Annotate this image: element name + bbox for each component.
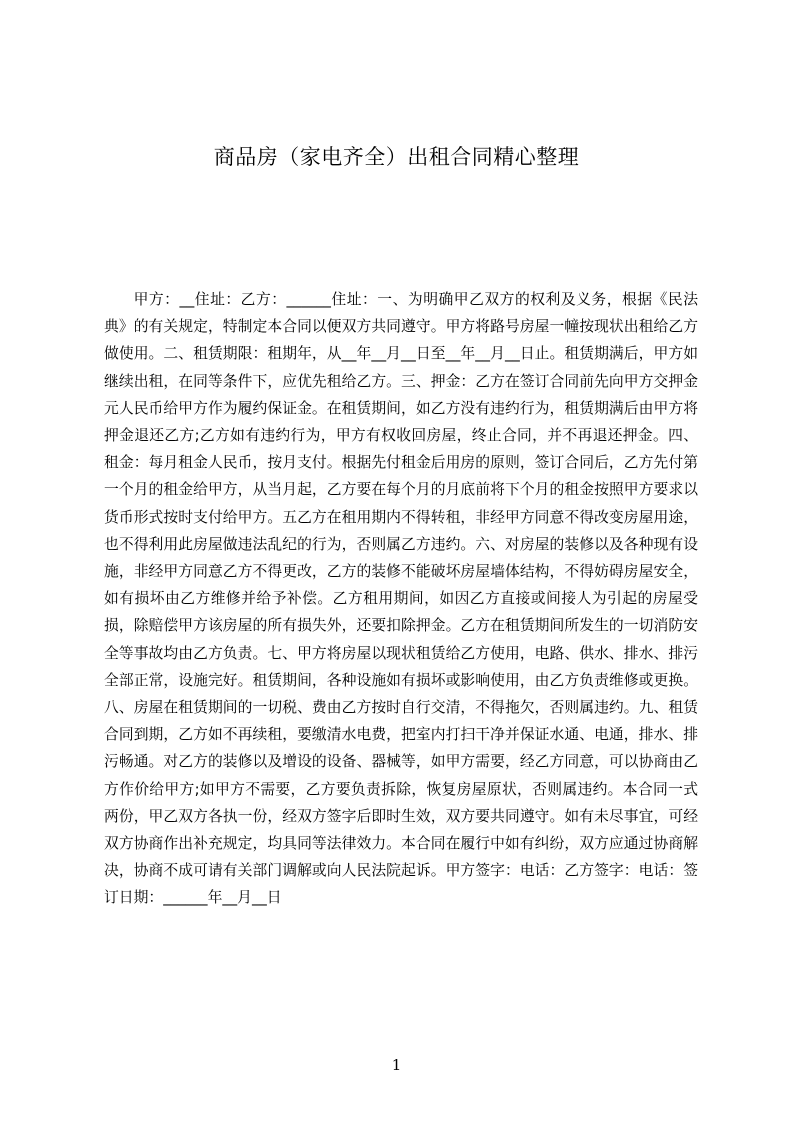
contract-body-text: 甲方：__住址：乙方：______住址：一、为明确甲乙双方的权利及义务，根据《民法典》的有关规定，特制定本合同以便双方共同遵守。甲方将路号房屋一幢按现状出租给乙方做使用。二、租赁期限：租期年，从__年__月__日至__年__月__日止。租赁期满后，甲方如继续出租，在同等条件下，应优先租给乙方。三、押金：乙方在签订合同前先向甲方交押金元人民币给甲方作为履约保证金。在租赁期间，如乙方没有违约行为，租赁期满后由甲方将押金退还乙方;乙方如有违约行为，甲方有权收回房屋，终止合同，并不再退还押金。四、租金：每月租金人民币，按月支付。根据先付租金后用房的原则，签订合同后，乙方先付第一个月的租金给甲方，从当月起，乙方要在每个月的月底前将下个月的租金按照甲方要求以货币形式按时支付给甲方。五乙方在租用期内不得转租，非经甲方同意不得改变房屋用途，也不得利用此房屋做违法乱纪的行为，否则属乙方违约。六、对房屋的装修以及各种现有设施，非经甲方同意乙方不得更改，乙方的装修不能破坏房屋墙体结构，不得妨碍房屋安全，如有损坏由乙方维修并给予补偿。乙方租用期间，如因乙方直接或间接人为引起的房屋受损，除赔偿甲方该房屋的所有损失外，还要扣除押金。乙方在租赁期间所发生的一切消防安全等事故均由乙方负责。七、甲方将房屋以现状租赁给乙方使用，电路、供水、排水、排污全部正常，设施完好。租赁期间，各种设施如有损坏或影响使用，由乙方负责维修或更换。八、房屋在租赁期间的一切税、费由乙方按时自行交清，不得拖欠，否则属违约。九、租赁合同到期，乙方如不再续租，要缴清水电费，把室内打扫干净并保证水通、电通，排水、排污畅通。对乙方的装修以及增设的设备、器械等，如甲方需要，经乙方同意，可以协商由乙方作价给甲方;如甲方不需要，乙方要负责拆除，恢复房屋原状，否则属违约。本合同一式两份，甲乙双方各执一份，经双方签字后即时生效，双方要共同遵守。如有未尽事宜，可经双方协商作出补充规定，均具同等法律效力。本合同在履行中如有纠纷，双方应通过协商解决，协商不成可请有关部门调解或向人民法院起诉。甲方签字：电话：乙方签字：电话：签订日期：______年__月__日 xyxy=(104,291,698,907)
page-number: 1 xyxy=(391,1056,402,1074)
document-title: 商品房（家电齐全）出租合同精心整理 xyxy=(213,145,580,169)
